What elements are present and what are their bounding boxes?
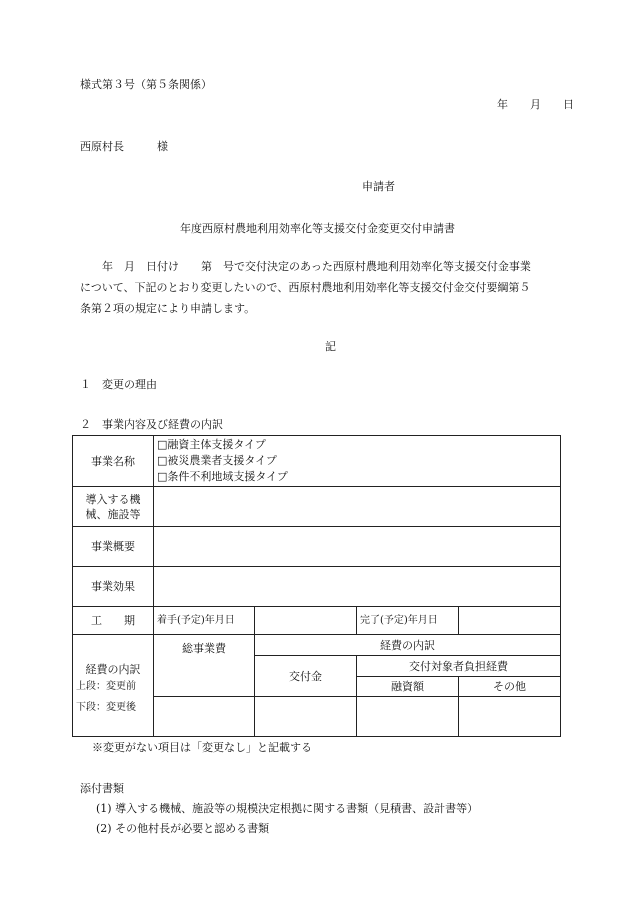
attachment-item-1: (1) 導入する機械、施設等の規模決定根拠に関する書類（見積書、設計書等） [96,802,479,815]
burden-label: 交付対象者負担経費 [357,656,561,677]
start-date-value[interactable] [255,607,357,635]
row-cost-values [73,697,561,737]
loan-label: 融資額 [357,677,459,697]
row-effect [73,567,561,607]
equipment-label: 導入する機 械、施設等 [73,487,154,527]
grant-value[interactable] [255,697,357,737]
other-value[interactable] [459,697,561,737]
end-date-value[interactable] [459,607,561,635]
breakdown-label: 経費の内訳 [255,635,561,656]
start-date-label: 着手(予定)年月日 [154,607,255,635]
project-name-label: 事業名称 [73,436,154,487]
overview-label: 事業概要 [73,527,154,567]
effect-value[interactable] [154,567,561,607]
section-1-heading: １ 変更の理由 [80,378,157,391]
body-paragraph [80,256,580,319]
note: ※変更がない項目は「変更なし」と記載する [92,741,312,754]
row-period [73,607,561,635]
upper-label: 上段：変更前 [73,677,154,697]
project-type-options [154,436,561,487]
option-loan-support[interactable]: □融資主体支援タイプ [157,438,266,451]
option-disadvantaged-area[interactable]: □条件不利地域支援タイプ [157,470,288,483]
end-date-label: 完了(予定)年月日 [357,607,459,635]
effect-label: 事業効果 [73,567,154,607]
attachment-item-2: (2) その他村長が必要と認める書類 [96,822,270,835]
body-line-2: について、下記のとおり変更したいので、西原村農地利用効率化等支援交付金交付要綱第５ [80,281,531,294]
grant-label: 交付金 [255,656,357,697]
body-line-3: 条第２項の規定により申請します。 [80,302,256,315]
ki-heading: 記 [325,340,336,353]
equipment-value[interactable] [154,487,561,527]
overview-value[interactable] [154,527,561,567]
form-number: 様式第３号（第５条関係） [80,78,212,91]
option-disaster-support[interactable]: □被災農業者支援タイプ [157,454,277,467]
other-label: その他 [459,677,561,697]
addressee: 西原村長 様 [80,140,168,153]
date-line: 年 月 日 [497,98,574,111]
period-label: 工 期 [73,607,154,635]
lower-label: 下段：変更後 [73,697,154,737]
cost-label: 経費の内訳 [73,635,154,677]
row-overview [73,527,561,567]
section-2-heading: ２ 事業内容及び経費の内訳 [80,418,223,431]
attachments-heading: 添付書類 [80,782,124,795]
project-cost-table [72,435,561,737]
total-cost-value[interactable] [154,697,255,737]
row-equipment [73,487,561,527]
document-title: 年度西原村農地利用効率化等支援交付金変更交付申請書 [180,222,455,235]
applicant-label: 申請者 [362,180,395,193]
loan-value[interactable] [357,697,459,737]
total-cost-label: 総事業費 [154,635,255,697]
body-line-1: 年 月 日付け 第 号で交付決定のあった西原村農地利用効率化等支援交付金事業 [102,260,531,273]
row-project-name [73,436,561,487]
row-cost-head-1 [73,635,561,656]
